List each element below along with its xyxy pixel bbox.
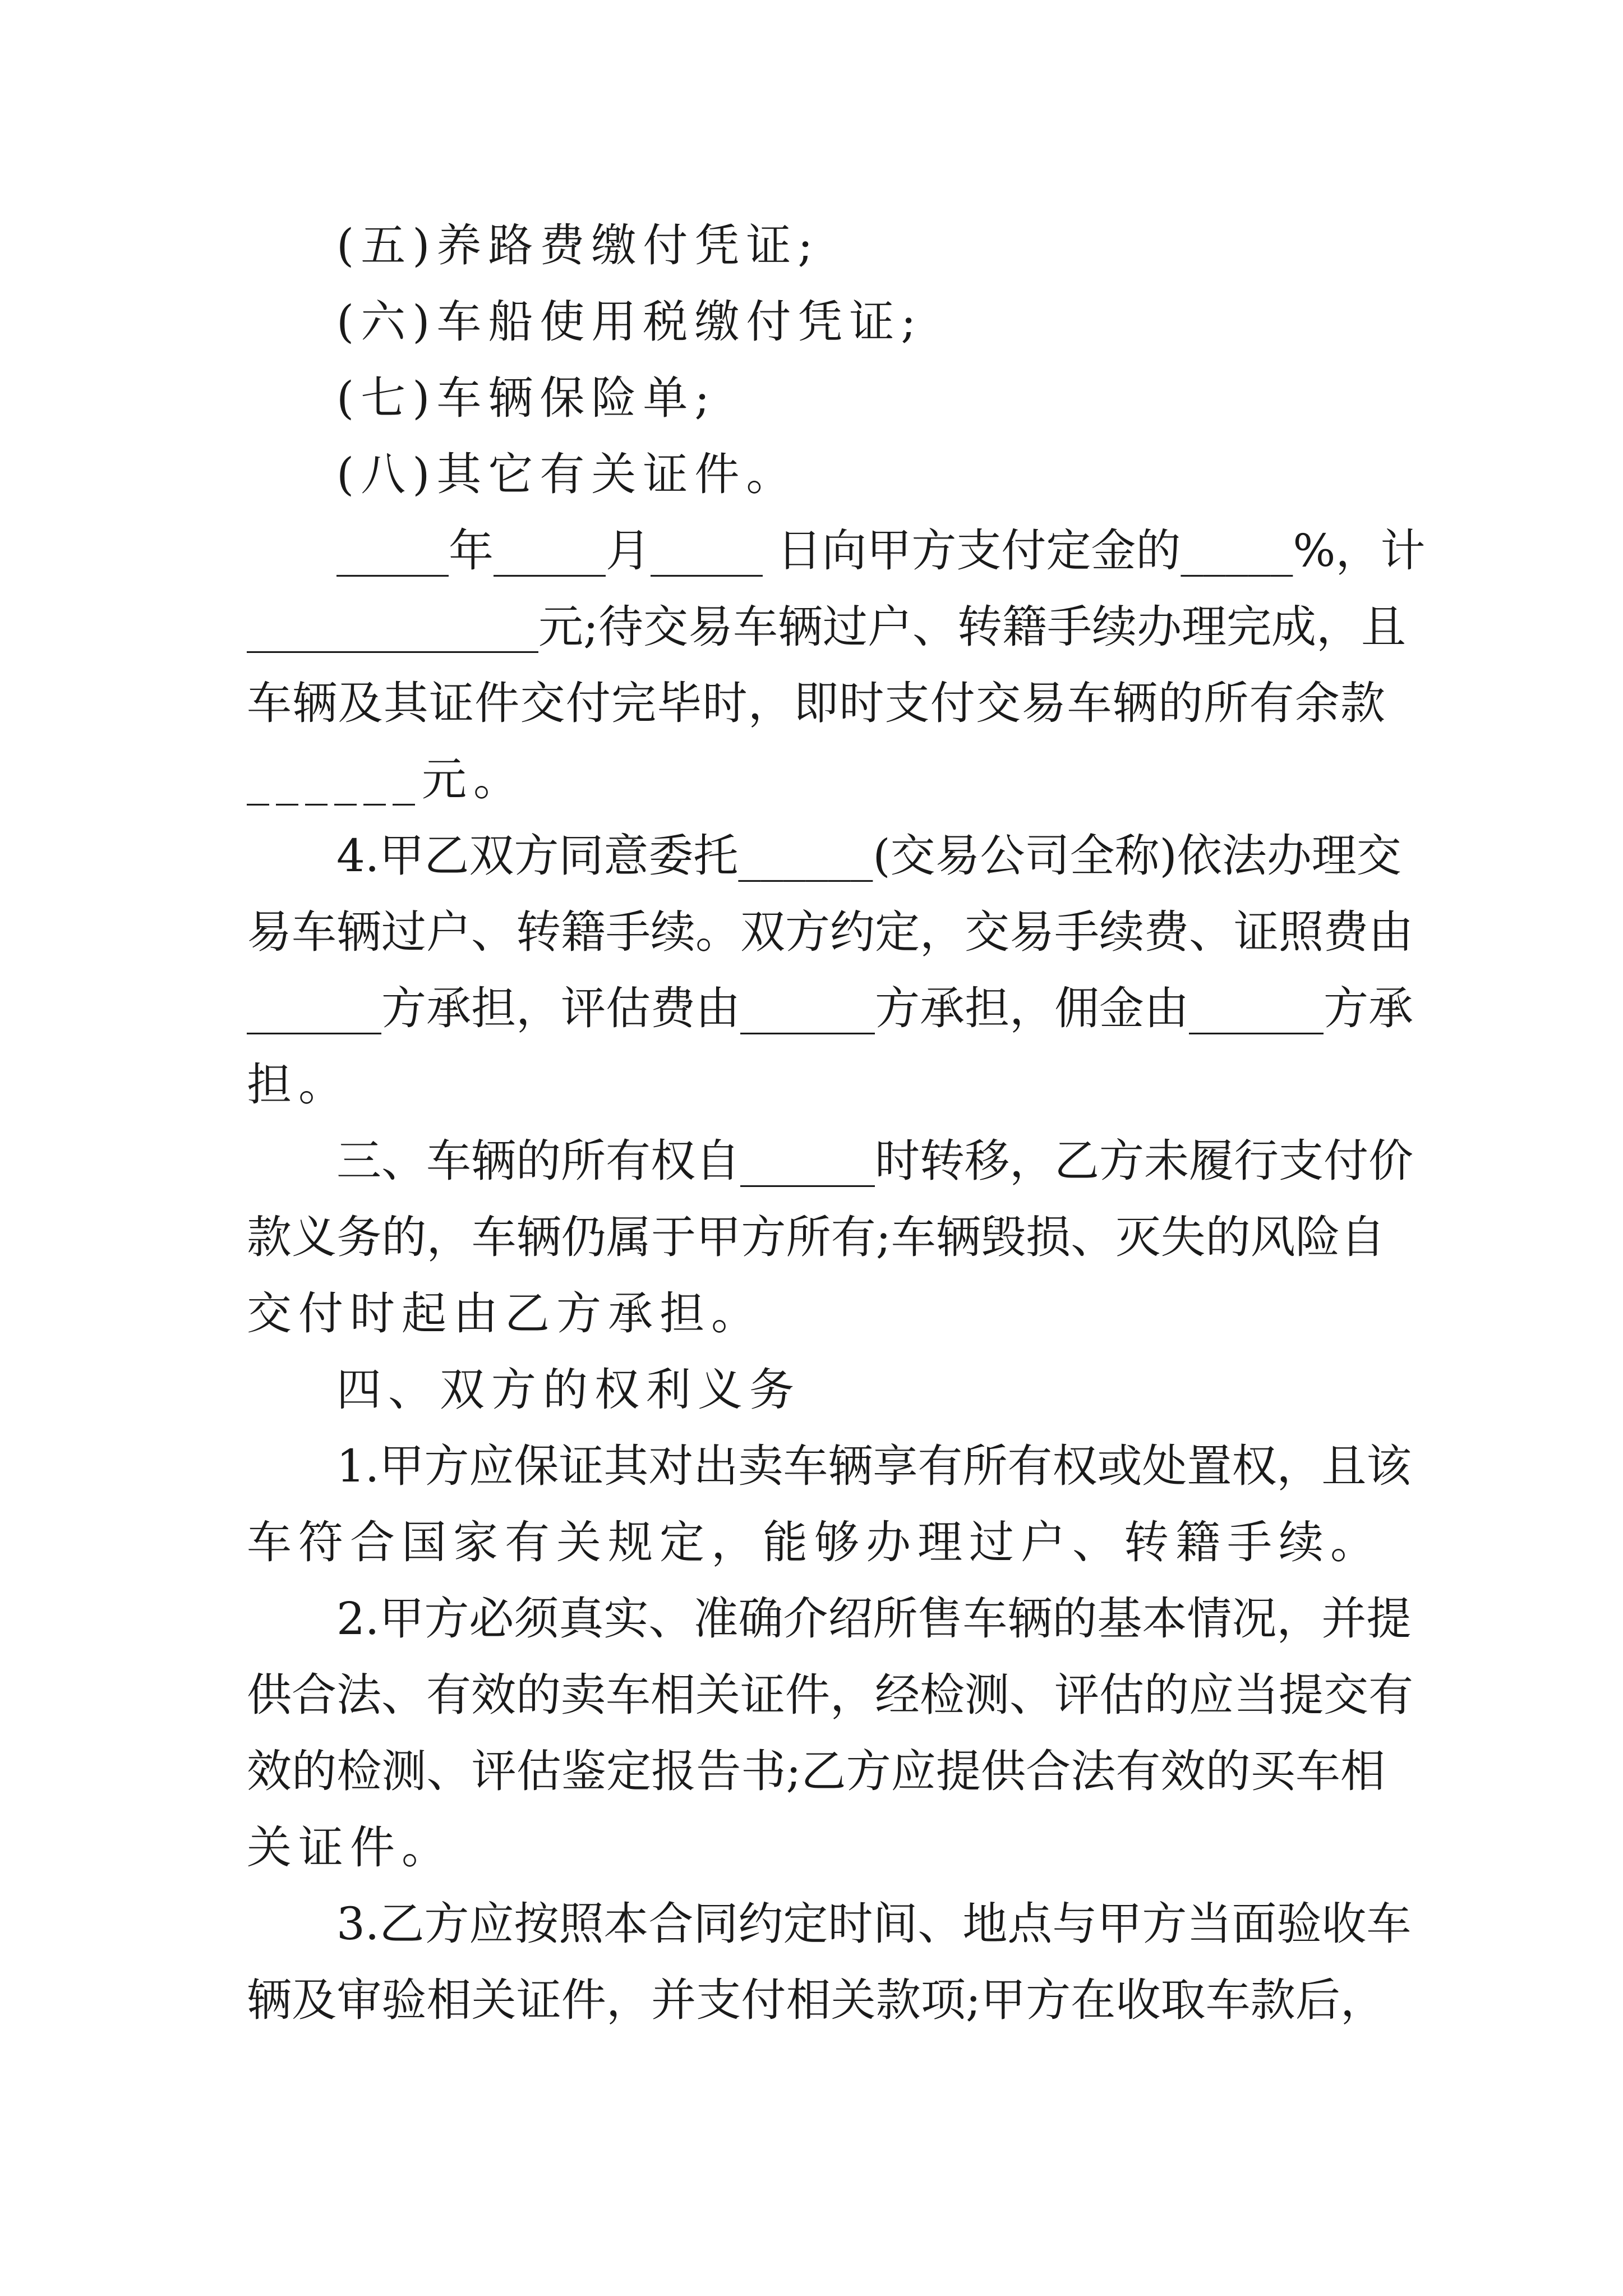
text-line: 4.甲乙双方同意委托______(交易公司全称)依法办理交	[336, 830, 1401, 882]
text-line: 2.甲方必须真实、准确介绍所售车辆的基本情况，并提	[336, 1593, 1412, 1645]
text-line: (八)其它有关证件。	[336, 448, 798, 500]
text-line: 交付时起由乙方承担。	[247, 1287, 763, 1340]
text-line: 担。	[247, 1059, 350, 1111]
text-line: 辆及审验相关证件，并支付相关款项;甲方在收取车款后，	[247, 1974, 1385, 2026]
text-line: 三、车辆的所有权自______时转移，乙方未履行支付价	[336, 1135, 1413, 1187]
text-line: _____年_____月_____ 日向甲方支付定金的_____%，计	[336, 524, 1426, 577]
section-heading: 四、双方的权利义务	[336, 1364, 801, 1416]
text-line: 车辆及其证件交付完毕时，即时支付交易车辆的所有余款	[247, 677, 1385, 729]
text-line: 供合法、有效的卖车相关证件，经检测、评估的应当提交有	[247, 1669, 1413, 1721]
text-line: 款义务的，车辆仍属于甲方所有;车辆毁损、灭失的风险自	[247, 1211, 1385, 1263]
text-line: (五)养路费缴付凭证;	[336, 219, 820, 272]
text-line: 3.乙方应按照本合同约定时间、地点与甲方当面验收车	[336, 1898, 1412, 1950]
text-line: ______元。	[247, 753, 525, 806]
text-line: 1.甲方应保证其对出卖车辆享有所有权或处置权，且该	[336, 1440, 1412, 1492]
text-line: 易车辆过户、转籍手续。双方约定，交易手续费、证照费由	[247, 906, 1413, 958]
text-line: 效的检测、评估鉴定报告书;乙方应提供合法有效的买车相	[247, 1745, 1385, 1797]
text-line: 关证件。	[247, 1821, 453, 1874]
document-body	[247, 208, 1426, 2039]
text-line: (七)车辆保险单;	[336, 372, 717, 424]
text-line: _____________元;待交易车辆过户、转籍手续办理完成，且	[247, 601, 1406, 653]
text-line: 车符合国家有关规定，能够办理过户、转籍手续。	[247, 1516, 1382, 1568]
text-line: ______方承担，评估费由______方承担，佣金由______方承	[247, 982, 1413, 1034]
text-line: (六)车船使用税缴付凭证;	[336, 296, 923, 348]
